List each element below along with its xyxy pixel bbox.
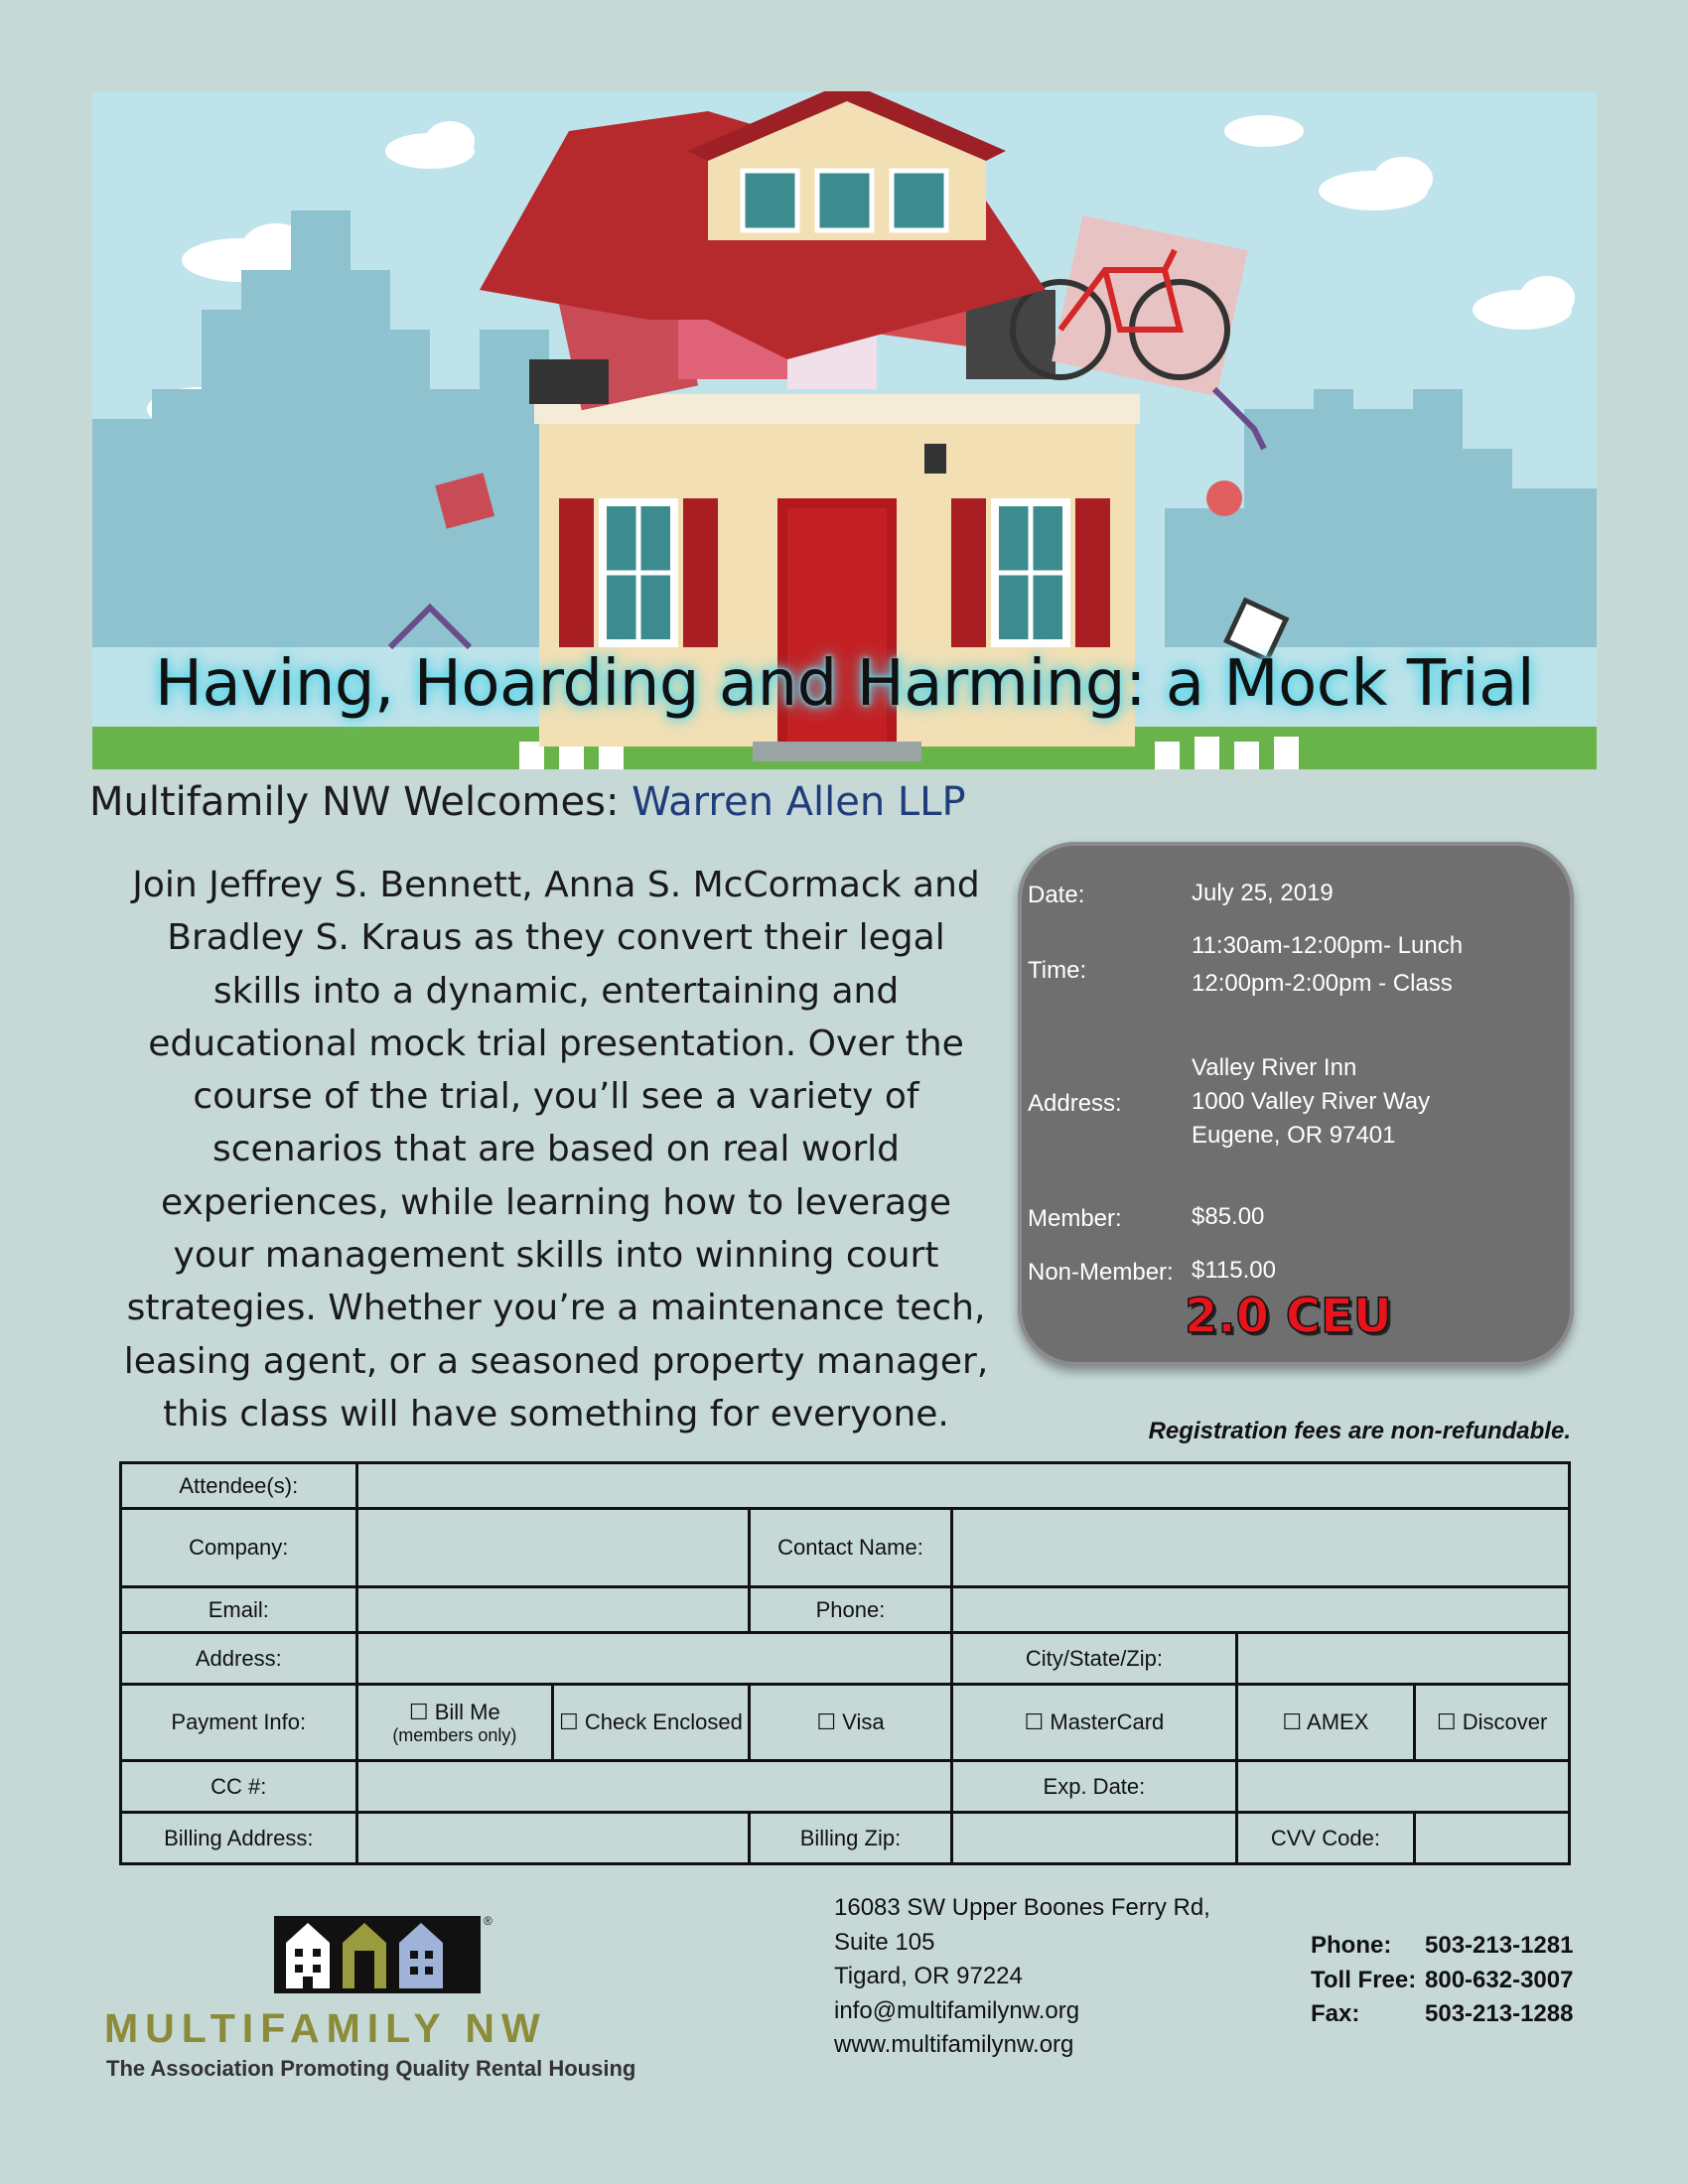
- refund-note: Registration fees are non-refundable.: [1148, 1418, 1571, 1444]
- cvv-code-label: CVV Code:: [1236, 1813, 1415, 1864]
- phone-field[interactable]: [952, 1587, 1570, 1633]
- address-label: Address:: [121, 1633, 357, 1685]
- amex-option[interactable]: ☐ AMEX: [1236, 1685, 1415, 1761]
- address-line-2: 1000 Valley River Way: [1192, 1088, 1431, 1115]
- billing-address-field[interactable]: [356, 1813, 749, 1864]
- billing-zip-field[interactable]: [952, 1813, 1236, 1864]
- time-line-1: 11:30am-12:00pm- Lunch: [1192, 932, 1464, 959]
- city-state-zip-field[interactable]: [1236, 1633, 1569, 1685]
- address-line-3: Eugene, OR 97401: [1192, 1122, 1396, 1149]
- cc-number-field[interactable]: [356, 1761, 952, 1813]
- discover-option[interactable]: ☐ Discover: [1415, 1685, 1570, 1761]
- date-value: July 25, 2019: [1192, 880, 1334, 906]
- visa-option[interactable]: ☐ Visa: [749, 1685, 952, 1761]
- nonmember-price: $115.00: [1192, 1257, 1276, 1284]
- address-line-2: Suite 105: [834, 1928, 935, 1956]
- attendees-field[interactable]: [356, 1463, 1569, 1509]
- members-only-note: (members only): [392, 1724, 517, 1745]
- organization-name: Warren Allen LLP: [632, 779, 966, 825]
- phone-label: Phone:: [1311, 1932, 1392, 1959]
- date-label: Date:: [1028, 882, 1085, 908]
- registered-mark: ®: [484, 1914, 492, 1928]
- event-info-box: [1018, 842, 1574, 1366]
- banner: [92, 91, 1597, 769]
- time-label: Time:: [1028, 957, 1087, 984]
- registration-form: [119, 1461, 1571, 1865]
- email-field[interactable]: [356, 1587, 749, 1633]
- fax-label: Fax:: [1311, 2000, 1360, 2028]
- logo-tagline: The Association Promoting Quality Rental Housing: [106, 2056, 636, 2081]
- office-address: [834, 1891, 1210, 2063]
- billing-address-label: Billing Address:: [121, 1813, 357, 1864]
- tollfree-label: Toll Free:: [1311, 1966, 1417, 1993]
- ceu-badge: 2.0 CEU: [1185, 1289, 1392, 1344]
- payment-info-label: Payment Info:: [121, 1685, 357, 1761]
- logo-name: MULTIFAMILY NW: [104, 2005, 547, 2051]
- welcome-prefix: Multifamily NW Welcomes:: [89, 779, 633, 825]
- bill-me-option[interactable]: [356, 1685, 553, 1761]
- cc-number-label: CC #:: [121, 1761, 357, 1813]
- exp-date-label: Exp. Date:: [952, 1761, 1236, 1813]
- bill-me-label: ☐ Bill Me: [408, 1699, 500, 1724]
- address-line-1: Valley River Inn: [1192, 1054, 1357, 1081]
- tollfree-value: 800-632-3007: [1425, 1966, 1574, 1993]
- exp-date-field[interactable]: [1236, 1761, 1569, 1813]
- address-label: Address:: [1028, 1090, 1122, 1117]
- time-line-2: 12:00pm-2:00pm - Class: [1192, 970, 1453, 997]
- phone-label: Phone:: [749, 1587, 952, 1633]
- contact-name-field[interactable]: [952, 1509, 1570, 1587]
- phone-value: 503-213-1281: [1425, 1932, 1574, 1959]
- email-link[interactable]: info@multifamilynw.org: [834, 1996, 1080, 2024]
- mastercard-option[interactable]: ☐ MasterCard: [952, 1685, 1236, 1761]
- company-label: Company:: [121, 1509, 357, 1587]
- banner-title: Having, Hoarding and Harming: a Mock Trial: [154, 647, 1535, 721]
- fax-value: 503-213-1288: [1425, 2000, 1574, 2028]
- multifamily-nw-logo: [104, 1911, 660, 2080]
- nonmember-label: Non-Member:: [1028, 1259, 1174, 1286]
- building-logo-icon: [104, 1911, 660, 2005]
- address-field[interactable]: [356, 1633, 952, 1685]
- contact-name-label: Contact Name:: [749, 1509, 952, 1587]
- city-state-zip-label: City/State/Zip:: [952, 1633, 1236, 1685]
- company-field[interactable]: [356, 1509, 749, 1587]
- address-line-1: 16083 SW Upper Boones Ferry Rd,: [834, 1894, 1210, 1921]
- window-right: [951, 498, 1110, 647]
- member-price: $85.00: [1192, 1203, 1265, 1230]
- check-enclosed-option[interactable]: ☐ Check Enclosed: [553, 1685, 750, 1761]
- email-label: Email:: [121, 1587, 357, 1633]
- member-label: Member:: [1028, 1205, 1122, 1232]
- attendees-label: Attendee(s):: [121, 1463, 357, 1509]
- cvv-code-field[interactable]: [1415, 1813, 1570, 1864]
- address-line-3: Tigard, OR 97224: [834, 1963, 1023, 1990]
- website-link[interactable]: www.multifamilynw.org: [834, 2031, 1074, 2059]
- billing-zip-label: Billing Zip:: [749, 1813, 952, 1864]
- welcome-heading: [89, 779, 966, 825]
- event-description: Join Jeffrey S. Bennett, Anna S. McCormack and Bradley S. Kraus as they convert their legal skills into a dynamic, entertaining and educational mock trial presentation. Over the course of the trial, you’ll see a variety of scenarios that are based on real world experiences, while learning how to leverage your management skills into winning court strategies. Whether you’re a maintenance tech, leasing agent, or a seasoned property manager, this class will have something for everyone.: [123, 865, 989, 1434]
- window-left: [559, 498, 718, 647]
